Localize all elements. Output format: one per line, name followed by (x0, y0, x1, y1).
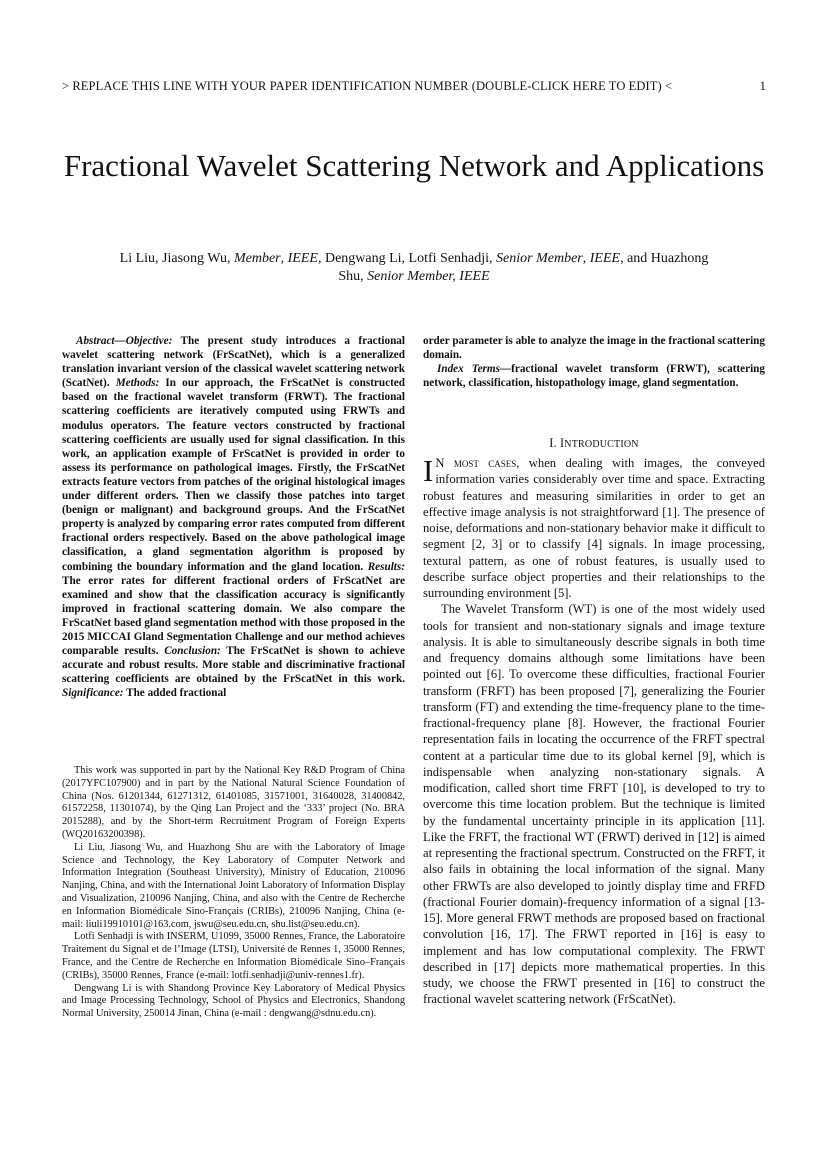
affiliation-paragraph-1: Li Liu, Jiasong Wu, and Huazhong Shu are with the Laboratory of Image Science and Technology, the Key Laboratory of Computer Network and Information Integration (Southeast University), Ministry of Education, 210096 Nanjing, China, and with the International Joint Laboratory of Information Display and Visualization, 210096 Nanjing, China, and also with the Centre de Recherche en Information Biomédicale Sino-Français (CRIBs), 210096 Nanjing, China (e-mail: liuli19910101@163.com, jswu@seu.edu.cn, shu.list@seu.edu.cn). (62, 841, 405, 930)
intro-paragraph-1 (423, 455, 765, 601)
affiliation-senior-member-ieee: Senior Member, IEEE (367, 269, 490, 284)
affiliation-member: Member (233, 251, 281, 266)
author-list: Li Liu, Jiasong Wu, Member, IEEE, Dengwang Li, Lotfi Senhadji, Senior Member, IEEE, and Huazhong Shu, Senior Member, IEEE (119, 251, 709, 284)
abstract-continuation (423, 334, 765, 390)
authors-group-1: Li Liu, Jiasong Wu, (119, 251, 231, 266)
conclusion-text: The FrScatNet is shown to achieve accurate and robust results. More stable and discriminative fractional scattering coefficients are obtained by the FrScatNet in this work. (62, 645, 405, 686)
methods-text: In our approach, the FrScatNet is constructed based on the fractional wavelet transform (FRWT). The fractional scattering coefficients are iteratively computed using FRWTs and modulus operators. The feature vectors constructed by fractional scattering coefficients are usually used for signal classification. In this work, an application example of FrScatNet is provided in order to assess its performance on pathological images. Firstly, the FrScatNet extracts feature vectors from patches of the original histological images under different orders. Then we classify those patches into target (benign or malignant) and background groups. And the FrScatNet property is analyzed by comparing error rates computed from different fractional orders respectively. Based on the above pathological image classification, a gland segmentation algorithm is proposed by combining the boundary information and the gland location. (62, 377, 405, 573)
paper-title: Fractional Wavelet Scattering Network and Applications (63, 148, 765, 183)
intro-paragraph-2: The Wavelet Transform (WT) is one of the most widely used tools for transient and non-stationary signals and image texture analysis. It is able to simultaneously describe signals in both time and frequency domains although some limitations have been pointed out [6]. To overcome these difficulties, fractional Fourier transform (FRFT) has been proposed [7], generalizing the Fourier transform (FT) and extending the time-frequency plane to the time-fractional-frequency plane [8]. However, the fractional Fourier representation fails in locating the occurrence of the FRFT spectral content at a particular time due to its global kernel [9], which is indispensable when analyzing non-stationary signals. A modification, called short time FRFT [10], is developed to try to overcome this time location problem. But the technique is limited by the fundamental uncertainty principle in its application [11]. Like the FRFT, the fractional WT (FRWT) derived in [12] is aimed at representing the fractional spectrum. Constructed on the FRFT, it also fails in obtaining the local information of the signal. Many other FRWTs are also developed to jointly display time and FRFD (fractional Fourier domain)-frequency information of a signal [13-15]. More general FRWT methods are proposed based on fractional convolution [16, 17]. The FRWT reported in [16] is easy to implement and has low computational complexity. The FRWT described in [17] depicts more mathematical properties. In this study, we choose the FRWT presented in [16] to construct the fractional wavelet scattering network (FrScatNet). (423, 602, 765, 1007)
affiliation-paragraph-3: Dengwang Li is with Shandong Province Key Laboratory of Medical Physics and Image Processing Technology, School of Physics and Electronics, Shandong Normal University, 250014 Jinan, China (e-mail : dengwang@sdnu.edu.cn). (62, 982, 405, 1020)
abstract (62, 334, 405, 700)
affiliation-ieee-2: IEEE (589, 251, 621, 266)
funding-footnote (62, 765, 405, 1021)
authors-group-3: Huazhong Shu, (338, 251, 709, 284)
section-heading-introduction (423, 436, 765, 451)
introduction-body (423, 455, 765, 1008)
index-terms-label: Index Terms (437, 363, 500, 376)
running-head-text: > REPLACE THIS LINE WITH YOUR PAPER IDENTIFICATION NUMBER (DOUBLE-CLICK HERE TO EDIT) < (62, 79, 673, 93)
significance-label: Significance: (62, 687, 124, 700)
page-number: 1 (759, 79, 766, 93)
affiliation-senior-member: Senior Member (496, 251, 583, 266)
index-terms-text: —fractional wavelet transform (FRWT), scattering network, classification, histopathology image, gland segmentation. (423, 363, 765, 390)
conclusion-label: Conclusion: (164, 645, 221, 658)
significance-text: The added fractional (123, 687, 227, 700)
abstract-continuation-text: order parameter is able to analyze the image in the fractional scattering domain. (423, 335, 765, 362)
affiliation-paragraph-2: Lotfi Senhadji is with INSERM, U1099, 35000 Rennes, France, the Laboratoire Traitement du Signal et de l’Image (LTSI), Université de Rennes 1, 35000 Rennes, France, and the Centre de Recherche en Information Biomédicale Sino–Français (CRIBs), 35000 Rennes, France (e-mail: lotfi.senhadji@univ-rennes1.fr). (62, 931, 405, 981)
affiliation-ieee-1: IEEE (287, 251, 318, 266)
intro-paragraph-1-text: , when dealing with images, the conveyed information varies considerably over time and space. Extracting robust features and measuring similarities in order to get an effective image analysis is not straightforward [1]. The presence of noise, deformations and non-stationary behavior make it difficult to segment [2, 3] or to classify [4] signals. In image processing, textural pattern, as one of robust features, is usually used to describe surface object properties and their relationships to the surrounding environment [5]. (423, 456, 765, 600)
methods-label: Methods: (115, 377, 160, 390)
section-name: NTRODUCTION (564, 439, 639, 450)
results-text: The error rates for different fractional orders of FrScatNet are examined and show that the classification accuracy is significantly improved in fractional scattering domain. We also compare the FrScatNet based gland segmentation method with those proposed in the 2015 MICCAI Gland Segmentation Challenge and our method achieves comparable results. (62, 574, 405, 658)
objective-text: The present study introduces a fractional wavelet scattering network (FrScatNet), which is a generalized translation invariant version of the classical wavelet scattering network (ScatNet). (62, 335, 405, 390)
intro-lead-words: N most cases (435, 456, 517, 470)
section-numeral: I. I (549, 436, 565, 450)
abstract-lead: Abstract— (76, 335, 126, 347)
funding-paragraph: This work was supported in part by the National Key R&D Program of China (2017YFC107900) and in part by the National Natural Science Foundation of China (Nos. 61201344, 61271312, 61401085, 31571001, 31640028, 31400842, 61572258, 11301074), by the Qing Lan Project and the ‘333’ project (No. BRA 2015288), and by the Short-term Recruitment Program of Foreign Experts (WQ20163200398). (62, 765, 405, 840)
index-terms (423, 362, 765, 390)
running-header (62, 79, 766, 94)
drop-cap: I (423, 453, 434, 488)
results-label: Results: (367, 560, 405, 573)
objective-label: Objective: (125, 335, 173, 347)
authors-group-2: Dengwang Li, Lotfi Senhadji, (324, 251, 493, 266)
